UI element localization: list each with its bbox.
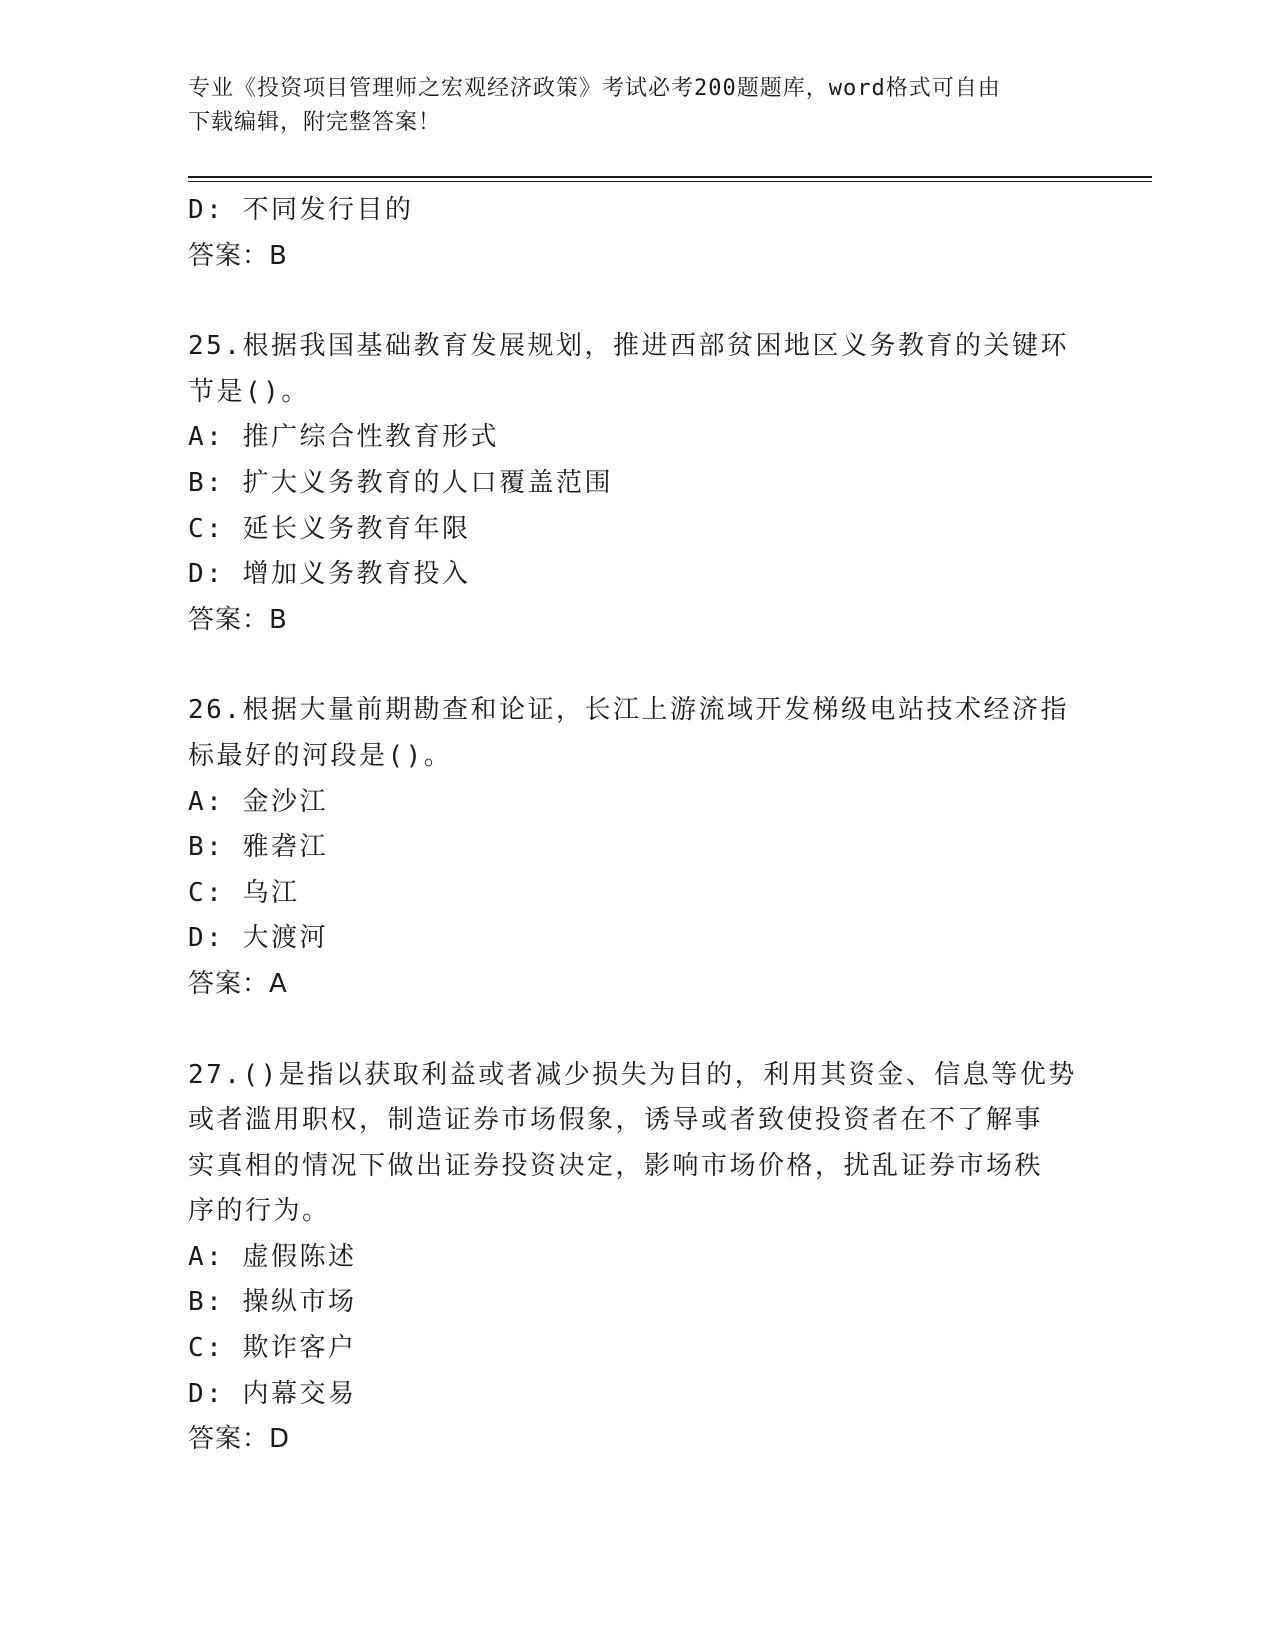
question-text-line: 25.根据我国基础教育发展规划，推进西部贫困地区义务教育的关键环 <box>188 331 1069 362</box>
header-divider-thick <box>188 176 1152 178</box>
option-d: D: 内幕交易 <box>188 1378 357 1409</box>
question-text-line: 实真相的情况下做出证券投资决定，影响市场价格，扰乱证券市场秩 <box>188 1150 1044 1181</box>
question-text-line: 标最好的河段是()。 <box>188 740 453 771</box>
option-c: C: 延长义务教育年限 <box>188 513 471 544</box>
option-d: D: 不同发行目的 <box>188 195 414 225</box>
header-line-1: 专业《投资项目管理师之宏观经济政策》考试必考200题题库，word格式可自由 <box>188 76 1001 101</box>
question-text-line: 26.根据大量前期勘查和论证，长江上游流域开发梯级电站技术经济指 <box>188 695 1069 726</box>
question-25 <box>188 324 1088 643</box>
question-24-tail <box>188 188 1088 279</box>
option-b: B: 雅砻江 <box>188 832 328 863</box>
question-26 <box>188 688 1088 1007</box>
answer-line: 答案：B <box>188 604 288 635</box>
question-text-line: 或者滥用职权，制造证券市场假象，诱导或者致使投资者在不了解事 <box>188 1105 1044 1136</box>
document-header <box>188 72 1068 140</box>
answer-line: 答案：A <box>188 968 288 999</box>
spacer <box>188 279 1088 324</box>
answer-line: 答案：D <box>188 1424 291 1455</box>
header-line-2: 下载编辑，附完整答案！ <box>188 110 442 135</box>
option-a: A: 金沙江 <box>188 786 328 817</box>
spacer <box>188 1008 1088 1053</box>
option-a: A: 推广综合性教育形式 <box>188 422 499 453</box>
option-b: B: 扩大义务教育的人口覆盖范围 <box>188 467 613 498</box>
question-text-line: 序的行为。 <box>188 1196 331 1227</box>
header-divider-thin <box>188 181 1152 182</box>
option-d: D: 大渡河 <box>188 923 328 954</box>
option-c: C: 欺诈客户 <box>188 1333 357 1364</box>
answer-line: 答案：B <box>188 240 288 271</box>
spacer <box>188 643 1088 688</box>
option-c: C: 乌江 <box>188 877 300 908</box>
option-b: B: 操纵市场 <box>188 1287 357 1318</box>
option-d: D: 增加义务教育投入 <box>188 559 471 590</box>
document-body <box>188 188 1088 1463</box>
question-27 <box>188 1053 1088 1463</box>
question-text-line: 节是()。 <box>188 376 310 407</box>
question-text-line: 27.()是指以获取利益或者减少损失为目的，利用其资金、信息等优势 <box>188 1059 1077 1090</box>
option-a: A: 虚假陈述 <box>188 1241 357 1272</box>
